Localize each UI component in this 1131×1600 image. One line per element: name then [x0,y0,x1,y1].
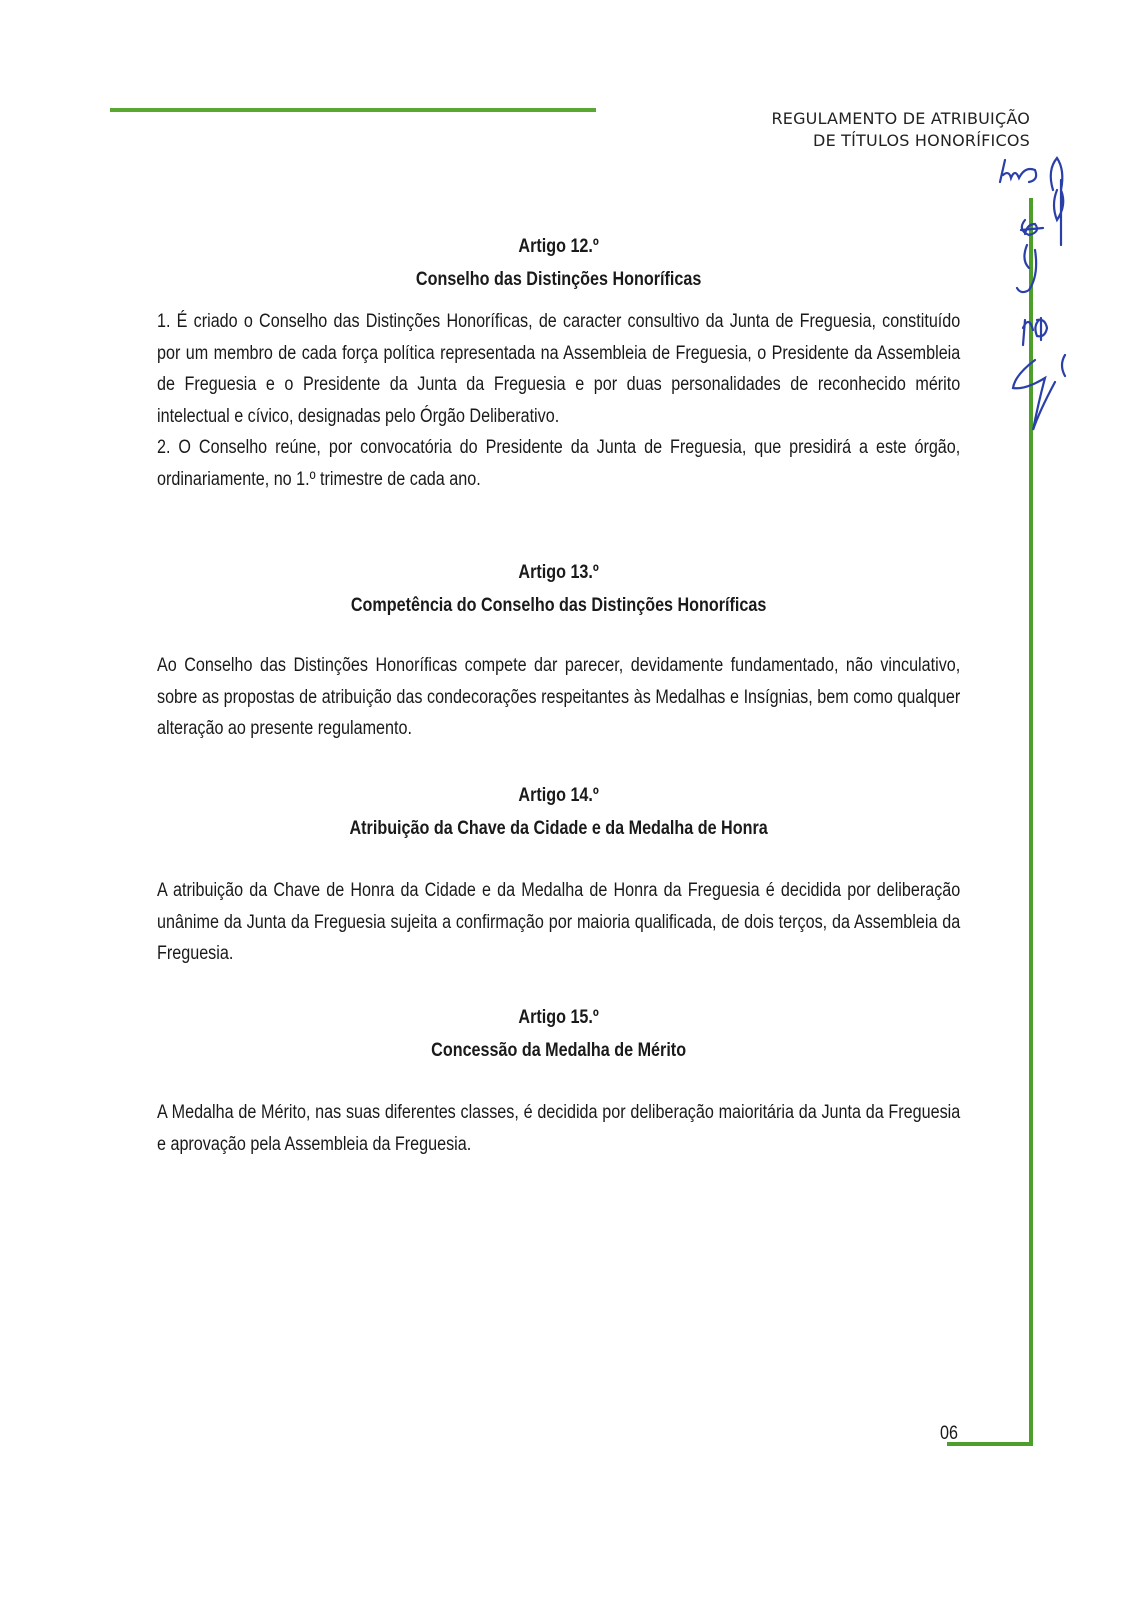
document-header [771,108,1030,152]
article-title: Concessão da Medalha de Mérito [431,1040,687,1061]
article-title: Conselho das Distinções Honoríficas [415,269,702,290]
paragraph: A atribuição da Chave de Honra da Cidade e da Medalha de Honra da Freguesia é decidida por deliberação unânime da Junta da Freguesia sujeita a confirmação por maioria qualificada, de dois terços, da Assembleia da Freguesia. [157,880,961,964]
article-number: Artigo 14.º [518,785,599,806]
article-15 [157,1001,960,1160]
header-line-2: DE TÍTULOS HONORÍFICOS [813,131,1030,150]
article-13 [157,556,960,745]
handwritten-initials-signature [995,150,1105,450]
page-number: 06 [940,1423,958,1444]
header-line-1: REGULAMENTO DE ATRIBUIÇÃO [771,109,1030,128]
article-number: Artigo 15.º [518,1007,599,1028]
paragraph: 1. É criado o Conselho das Distinções Honoríficas, de caracter consultivo da Junta de Freguesia, constituído por um membro de cada força política representada na Assembleia de Freguesia, o Presidente da Assembleia de Freguesia e o Presidente da Junta da Freguesia e por duas personalidades de reconhecido mérito intelectual e cívico, designadas pelo Órgão Deliberativo. [157,311,961,427]
article-12 [157,230,960,495]
paragraph: A Medalha de Mérito, nas suas diferentes classes, é decidida por deliberação maioritária da Junta da Freguesia e aprovação pela Assembleia da Freguesia. [157,1102,961,1155]
paragraph: 2. O Conselho reúne, por convocatória do Presidente da Junta de Freguesia, que presidirá a este órgão, ordinariamente, no 1.º trimestre de cada ano. [157,437,961,490]
article-title: Competência do Conselho das Distinções Honoríficas [350,595,767,616]
article-number: Artigo 13.º [518,562,599,583]
paragraph: Ao Conselho das Distinções Honoríficas compete dar parecer, devidamente fundamentado, não vinculativo, sobre as propostas de atribuição das condecorações respeitantes às Medalhas e Insígnias, bem como qualquer alteração ao presente regulamento. [157,655,961,739]
article-title: Atribuição da Chave da Cidade e da Medalha de Honra [349,818,768,839]
article-14 [157,779,960,970]
article-number: Artigo 12.º [518,236,599,257]
footer-rule [947,1442,1033,1446]
header-rule [110,108,596,112]
